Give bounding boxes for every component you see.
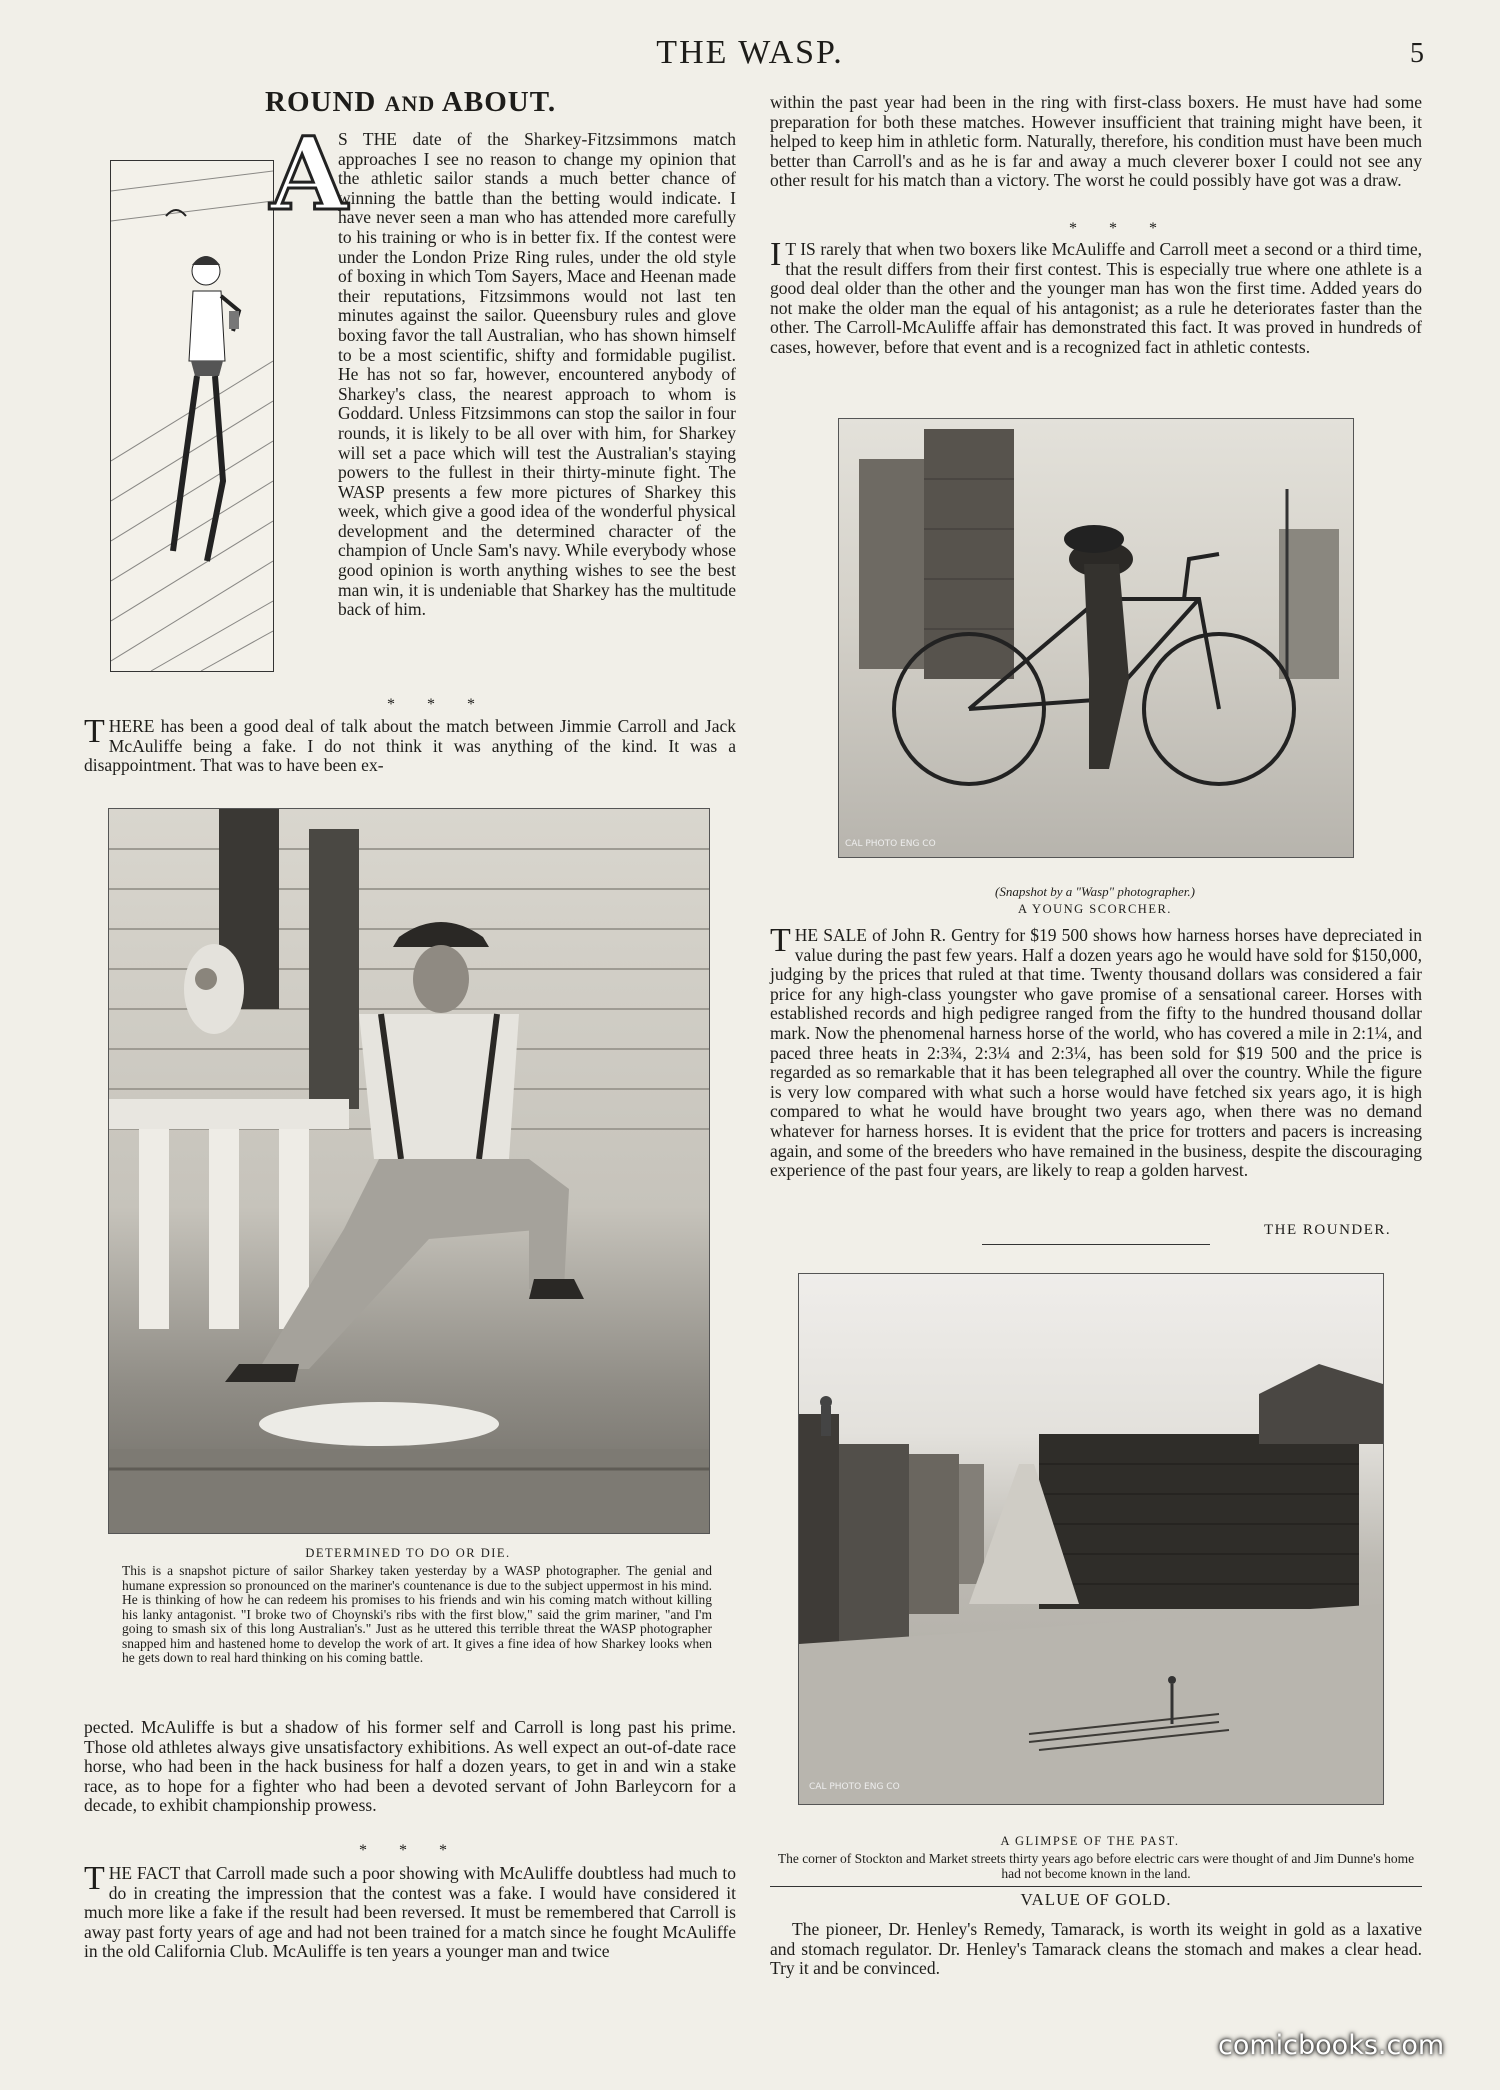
photo-glimpse-of-past (798, 1273, 1384, 1805)
drop-cap-t-3: T (770, 922, 791, 959)
masthead: THE WASP. (656, 34, 844, 71)
value-of-gold-text (770, 1920, 1422, 1979)
paragraph-4-text: HE FACT that Carroll made such a poor showing with McAuliffe doubtless had much to do in creating the impression that the contest was a fake. I would have considered it much more like a fake if the result had been reversed. It must be remembered that Carroll is away past forty years of age and had not been trained for a match since he fought McAuliffe in the old California Club. McAuliffe is ten years a younger man and twice (84, 1863, 736, 1962)
photo3-engraver-mark: CAL PHOTO ENG CO (809, 1782, 900, 1792)
photo2-credit: (Snapshot by a "Wasp" photographer.) (994, 884, 1196, 899)
paragraph-3 (84, 1718, 736, 1816)
paragraph-5 (770, 93, 1422, 191)
separator-stars-3: * * * (1069, 220, 1171, 237)
paragraph-7 (770, 922, 1422, 1181)
paragraph-7-text: HE SALE of John R. Gentry for $19 500 shows how harness horses have depreciated in value during the past few years. Half a dozen years ago he would have sold for $150,000, judging by the prices that ruled at that time. Twenty thousand dollars was considered a fair price for any high-class youngster who gave promise of a sensational career. Horses with established records and high pedigree ranged from the fifty to the hundred thousand dollar mark. Now the phenomenal harness horse of the world, who has covered a mile in 2:1¼, and paced three heats in 2:3¾, 2:3¼ and 2:3¼, has been sold for $19 500 and the price is regarded as so remarkable that it has been telegraphed all over the country. While the figure is very low compared with what such a horse would have fetched six years ago, it is high compared to what he would have brought two years ago, when there was no demand whatever for harness horses. It is evident that the price for trotters and pacers is increasing again, and some of the breeders who have remained in the business, despite the discouraging experience of the past four years, are likely to reap a golden harvest. (770, 925, 1422, 1181)
drop-cap-t-1: T (84, 713, 105, 750)
photo-young-scorcher (838, 418, 1354, 858)
photo2-caption-title: A YOUNG SCORCHER. (1018, 902, 1172, 916)
value-of-gold-body: The pioneer, Dr. Henley's Remedy, Tamarack, is worth its weight in gold as a laxative and stomach regulator. Dr. Henley's Tamarack cleans the stomach and makes a clear head. Try it and be convinced. (770, 1919, 1422, 1979)
title-about: ABOUT. (441, 86, 557, 118)
drop-cap-i: I (770, 236, 782, 273)
paragraph-6-text: T IS rarely that when two boxers like McAuliffe and Carroll meet a second or a third time, that the result differs from their first contest. This is especially true where one athlete is a good deal older than the other and the younger man has won the first time. Added years do not make the older man the equal of his antagonist; as a rule he deteriorates faster than the other. The Carroll-McAuliffe affair has demonstrated this fact. It was proved in hundreds of cases, however, before that event and is a recognized fact in athletic contests. (770, 239, 1422, 357)
photo2-engraver-mark: CAL PHOTO ENG CO (845, 839, 936, 849)
separator-stars-2: * * * (359, 1842, 461, 1859)
paragraph-1 (338, 130, 736, 620)
boxer-drawing (111, 161, 273, 671)
title-and: AND (384, 91, 436, 116)
paragraph-4 (84, 1860, 736, 1962)
photo1-caption-title: DETERMINED TO DO OR DIE. (305, 1546, 511, 1560)
paragraph-3-text: pected. McAuliffe is but a shadow of his former self and Carroll is long past his prime. Those old athletes always give unsatisfactory exhibitions. As well expect an out-of-date race horse, who had been in the hack business for half a dozen years, to get in and win a stake race, as to hope for a fighter who had been a devoted servant of John Barleycorn for a decade, to exhibit championship prowess. (84, 1717, 736, 1816)
separator-stars-1: * * * (387, 696, 489, 713)
title-round: ROUND (265, 86, 377, 118)
street-photo-drawing (799, 1274, 1383, 1804)
drop-cap-t-2: T (84, 1860, 105, 1897)
bicycle-photo-drawing (839, 419, 1353, 857)
photo1-caption-text: This is a snapshot picture of sailor Sharkey taken yesterday by a WASP photographer. The genial and humane expression so pronounced on the mariner's countenance is due to the subject uppermost in his mind. He is thinking of how he can redeem his promises to his friends and win his coming match without killing his lanky antagonist. "I broke two of Choynski's ribs with the first blow," said the grim mariner, "and I'm going to smash six of this long Australian's." Just as he uttered this terrible threat the WASP photographer snapped him and hastened home to develop the work of art. It gives a fine idea of how Sharkey looks when he gets down to real hard thinking on his coming battle. (122, 1563, 712, 1665)
photo3-caption-text: The corner of Stockton and Market streets thirty years ago before electric cars were thought of and Jim Dunne's home had not become known in the land. (777, 1851, 1415, 1881)
sharkey-photo-drawing (109, 809, 709, 1533)
caption-rule (770, 1886, 1422, 1887)
paragraph-5-text: within the past year had been in the ring with first-class boxers. He must have had some preparation for both these matches. However insufficient that training might have been, it helped to keep him in athletic form. Naturally, therefore, his condition must have been much better than Carroll's and as he is far and away a much cleverer boxer I could not see any other result for his match than a victory. The worst he could possibly have got was a draw. (770, 92, 1422, 191)
boxer-illustration (110, 160, 274, 672)
photo3-caption-title: A GLIMPSE OF THE PAST. (1000, 1834, 1180, 1848)
signature: THE ROUNDER. (1264, 1222, 1392, 1238)
drop-cap-a: A (270, 115, 348, 233)
paragraph-1-text: S THE date of the Sharkey-Fitzsimmons match approaches I see no reason to change my opinion that the athletic sailor stands a much better chance of winning the battle than the betting would indicate. I have never seen a man who has attended more carefully to his training or who is in better fix. If the contest were under the London Prize Ring rules, under the old style of boxing in which Tom Sayers, Mace and Heenan made their reputations, Fitzsimmons would not last ten minutes against the sailor. Queensbury rules and glove boxing favor the tall Australian, who has shown himself to be a most scientific, shifty and formidable pugilist. He has not so far, however, encountered anybody of Sharkey's class, the nearest approach to whom is Goddard. Unless Fitzsimmons can stop the sailor in four rounds, it is likely to be all over with him, for Sharkey will set a pace which will test the Australian's staying powers to the fullest in their thirty-minute fight. The WASP presents a few more pictures of Sharkey this week, which give a good idea of the wonderful physical development and the determined character of the champion of Uncle Sam's navy. While everybody whose good opinion is worth anything wishes to see the best man win, it is undeniable that Sharkey has the multitude back of him. (338, 129, 736, 620)
page-number: 5 (1410, 38, 1424, 69)
value-of-gold-title: VALUE OF GOLD. (1020, 1890, 1172, 1909)
paragraph-6 (770, 236, 1422, 358)
paragraph-2-text: HERE has been a good deal of talk about the match between Jimmie Carroll and Jack McAuliffe being a fake. I do not think it was anything of the kind. It was a disappointment. That was to have been ex- (84, 716, 736, 776)
watermark: comicbooks.com (1218, 2030, 1445, 2061)
photo-sharkey (108, 808, 710, 1534)
paragraph-2 (84, 713, 736, 776)
signature-rule (982, 1244, 1210, 1245)
